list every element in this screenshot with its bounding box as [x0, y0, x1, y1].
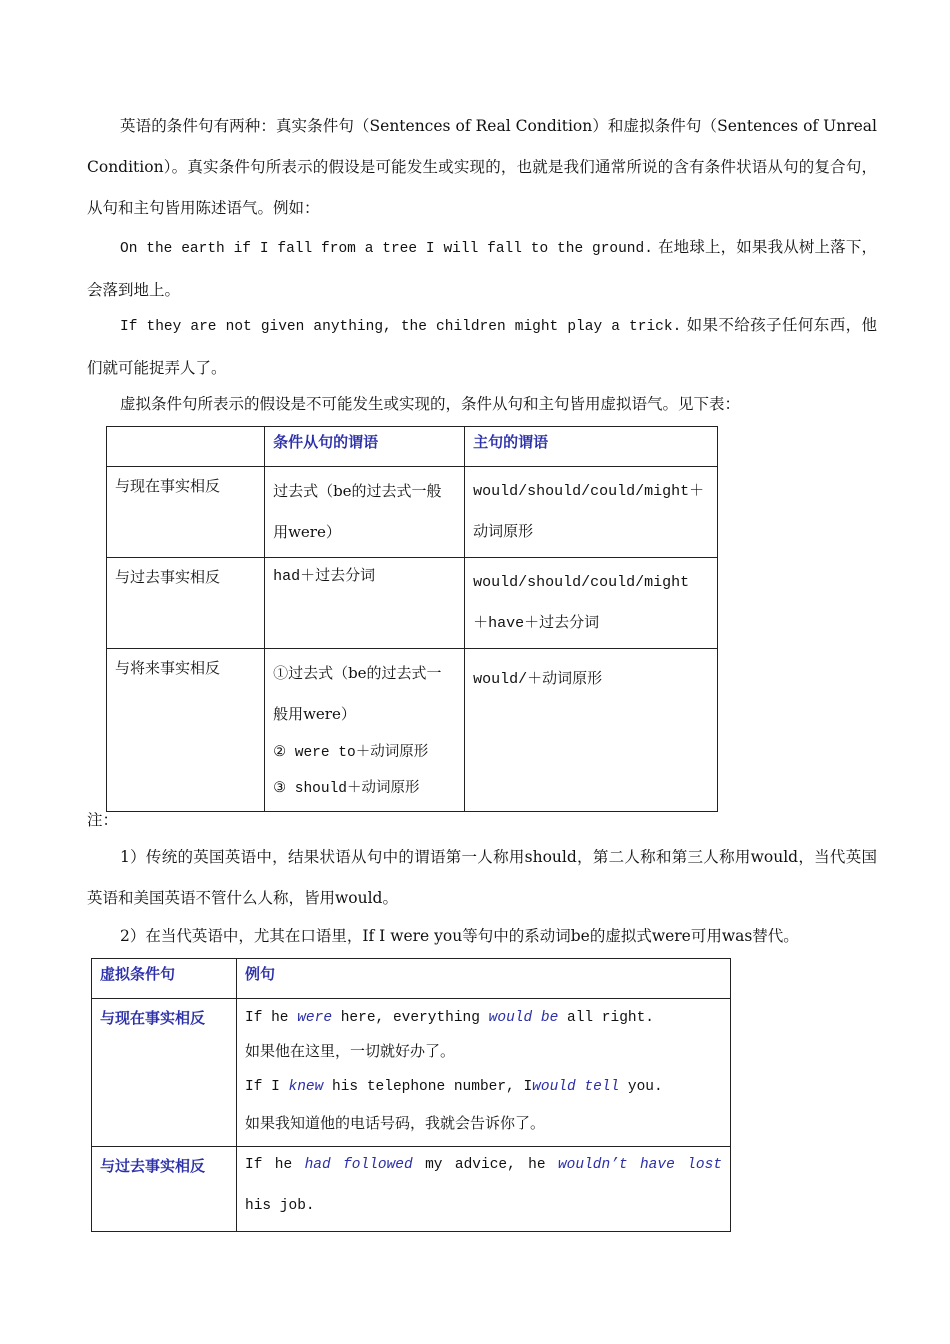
sentence-part: all right. [558, 1010, 655, 1026]
notes-title [87, 800, 877, 841]
clause-option-2: ② were to＋动词原形 [273, 745, 429, 761]
clause-predicate: had＋过去分词 [265, 558, 465, 649]
sentence-part: If I [245, 1079, 289, 1095]
row-label: 与过去事实相反 [92, 1147, 237, 1232]
highlighted-verb: wouldn’t have lost [557, 1157, 722, 1173]
table-row [92, 1147, 731, 1232]
highlighted-verb: would be [488, 1010, 559, 1026]
note-2-text: 2）在当代英语中，尤其在口语里，If I were you等句中的系动词be的虚拟式were可用was替代。 [120, 927, 799, 945]
conditional-table [106, 426, 718, 812]
note-1 [87, 837, 877, 919]
example-1-chinese: 在地球上，如果我从树上落下，会落到地上。 [87, 238, 877, 299]
clause-option-3: ③ should＋动词原形 [273, 781, 420, 797]
header-example: 例句 [237, 959, 731, 999]
row-label: 与将来事实相反 [107, 649, 265, 812]
example-translation: 如果他在这里，一切就好办了。 [245, 1042, 456, 1060]
main-predicate: would/should/could/might＋动词原形 [465, 467, 718, 558]
header-conditional: 虚拟条件句 [92, 959, 237, 999]
sentence-part: If he [245, 1010, 298, 1026]
row-label: 与过去事实相反 [107, 558, 265, 649]
example-2 [87, 305, 877, 389]
example-sentence [245, 1069, 722, 1105]
examples-cell [237, 999, 731, 1147]
example-sentence [245, 1003, 722, 1033]
example-translation: 如果我知道他的电话号码，我就会告诉你了。 [245, 1114, 546, 1132]
examples-cell [237, 1147, 731, 1232]
table-row [107, 558, 718, 649]
highlighted-verb: were [297, 1010, 333, 1026]
note-1-text: 1）传统的英国英语中，结果状语从句中的谓语第一人称用should，第二人称和第三人称用would，当代英国英语和美国英语不管什么人称，皆用would。 [87, 848, 877, 907]
table-intro-text: 虚拟条件句所表示的假设是不可能发生或实现的，条件从句和主句皆用虚拟语气。见下表： [120, 395, 741, 413]
sentence-part: you. [619, 1079, 663, 1095]
table-intro [87, 384, 877, 425]
sentence-part: my advice, he [412, 1157, 558, 1173]
table-row [92, 999, 731, 1147]
intro-paragraph [87, 106, 877, 229]
example-2-english: If they are not given anything, the children might play a trick. [120, 319, 682, 335]
main-predicate: would/should/could/might ＋have＋过去分词 [465, 558, 718, 649]
clause-predicate: 过去式（be的过去式一般用were） [265, 467, 465, 558]
table-header-row [107, 427, 718, 467]
clause-option-1: ①过去式（be的过去式一般用were） [273, 664, 442, 723]
notes-title-text: 注： [87, 811, 119, 829]
main-predicate: would/＋动词原形 [465, 649, 718, 812]
example-1 [87, 227, 877, 311]
sentence-part: here, everything [332, 1010, 489, 1026]
note-2 [87, 916, 877, 956]
header-empty [107, 427, 265, 467]
row-label: 与现在事实相反 [107, 467, 265, 558]
highlighted-verb: had followed [304, 1157, 413, 1173]
row-label: 与现在事实相反 [92, 999, 237, 1147]
sentence-part: his job. [245, 1198, 315, 1214]
highlighted-verb: would tell [532, 1079, 620, 1095]
header-main-predicate: 主句的谓语 [465, 427, 718, 467]
clause-predicate [265, 649, 465, 812]
example-1-english: On the earth if I fall from a tree I will fall to the ground. [120, 241, 653, 257]
intro-text: 英语的条件句有两种：真实条件句（Sentences of Real Condition）和虚拟条件句（Sentences of Unreal Condition）。真实条件句所表示的假设是可能发生或实现的，也就是我们通常所说的含有条件状语从句的复合句，从句和主句皆用陈述语气。例如： [87, 117, 877, 217]
table-row [107, 467, 718, 558]
examples-table [91, 958, 731, 1232]
sentence-part: If he [245, 1157, 305, 1173]
header-clause-predicate: 条件从句的谓语 [265, 427, 465, 467]
sentence-part: his telephone number, I [323, 1079, 533, 1095]
example-2-chinese: 如果不给孩子任何东西，他们就可能捉弄人了。 [87, 316, 877, 377]
table-row [107, 649, 718, 812]
example-sentence [245, 1145, 722, 1227]
table-header-row [92, 959, 731, 999]
highlighted-verb: knew [288, 1079, 324, 1095]
